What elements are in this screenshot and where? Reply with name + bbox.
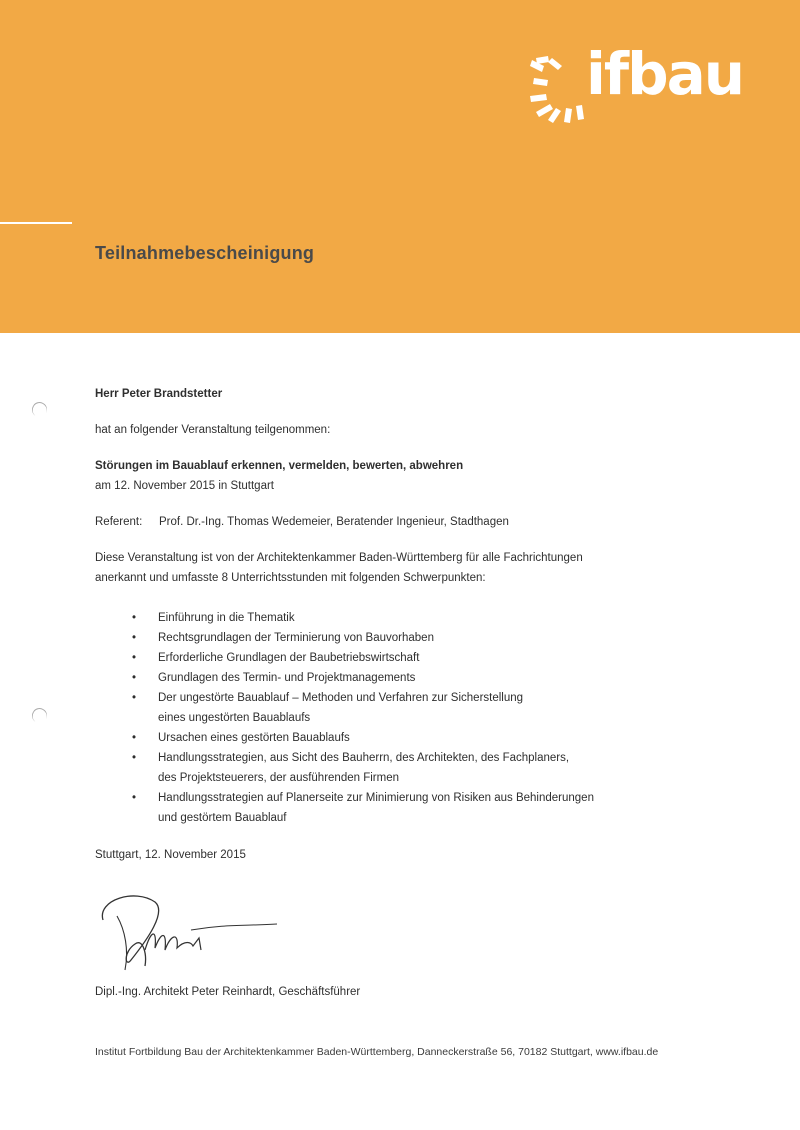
- header-band: [0, 0, 800, 333]
- event-title: Störungen im Bauablauf erkennen, vermelden, bewerten, abwehren: [95, 460, 464, 472]
- accent-line: [0, 222, 72, 224]
- bullet-icon: [95, 708, 158, 728]
- topic-text: Rechtsgrundlagen der Terminierung von Bauvorhaben: [158, 632, 434, 644]
- referent-value: Prof. Dr.-Ing. Thomas Wedemeier, Beratender Ingenieur, Stadthagen: [159, 516, 509, 528]
- topic-text: Grundlagen des Termin- und Projektmanagements: [158, 672, 416, 684]
- topic-text: Der ungestörte Bauablauf – Methoden und Verfahren zur Sicherstellung: [158, 692, 524, 704]
- ifbau-logo: [530, 40, 744, 140]
- signatory: Dipl.-Ing. Architekt Peter Reinhardt, Geschäftsführer: [95, 986, 361, 998]
- topic-item: [95, 748, 615, 768]
- bullet-icon: •: [132, 752, 137, 764]
- bullet-icon: •: [132, 692, 137, 704]
- referent-line: [95, 516, 509, 528]
- topic-item: [95, 608, 615, 628]
- bullet-icon: •: [132, 652, 137, 664]
- bullet-icon: •: [132, 612, 137, 624]
- topic-list: [95, 608, 615, 828]
- footer-address: Institut Fortbildung Bau der Architektenkammer Baden-Württemberg, Danneckerstraße 56, 70182 Stuttgart, www.ifbau.de: [95, 1046, 659, 1058]
- place-date: Stuttgart, 12. November 2015: [95, 849, 246, 861]
- logo-wordmark: ifbau: [586, 40, 744, 108]
- topic-text: Einführung in die Thematik: [158, 612, 295, 624]
- topic-text: Handlungsstrategien auf Planerseite zur Minimierung von Risiken aus Behinderungen: [158, 792, 594, 804]
- signature-image: [95, 880, 295, 980]
- event-date-place: am 12. November 2015 in Stuttgart: [95, 480, 274, 492]
- punch-hole-bottom: [29, 705, 49, 725]
- topic-text: des Projektsteuerers, der ausführenden Firmen: [158, 772, 399, 784]
- topic-text: eines ungestörten Bauablaufs: [158, 712, 311, 724]
- page-title: Teilnahmebescheinigung: [95, 243, 315, 263]
- topic-text: Ursachen eines gestörten Bauablaufs: [158, 732, 350, 744]
- recipient-name: Herr Peter Brandstetter: [95, 388, 223, 400]
- topic-item: [95, 648, 615, 668]
- topic-item: [95, 808, 615, 828]
- referent-label: Referent:: [95, 516, 143, 528]
- topic-item: [95, 788, 615, 808]
- bullet-icon: [95, 808, 158, 828]
- bullet-icon: [95, 768, 158, 788]
- topic-text: und gestörtem Bauablauf: [158, 812, 287, 824]
- topic-text: Handlungsstrategien, aus Sicht des Bauherrn, des Architekten, des Fachplaners,: [158, 752, 570, 764]
- recognition-line-2: anerkannt und umfasste 8 Unterrichtsstunden mit folgenden Schwerpunkten:: [95, 572, 486, 584]
- topic-item: [95, 768, 615, 788]
- topic-item: [95, 628, 615, 648]
- intro-text: hat an folgender Veranstaltung teilgenommen:: [95, 424, 331, 436]
- topic-item: [95, 668, 615, 688]
- topic-item: [95, 708, 615, 728]
- topic-item: [95, 688, 615, 708]
- punch-hole-top: [29, 399, 49, 419]
- bullet-icon: •: [132, 632, 137, 644]
- recognition-line-1: Diese Veranstaltung ist von der Architektenkammer Baden-Württemberg für alle Fachrichtungen: [95, 552, 583, 564]
- topic-text: Erforderliche Grundlagen der Baubetriebswirtschaft: [158, 652, 420, 664]
- bullet-icon: •: [132, 792, 137, 804]
- topic-item: [95, 728, 615, 748]
- bullet-icon: •: [132, 672, 137, 684]
- bullet-icon: •: [132, 732, 137, 744]
